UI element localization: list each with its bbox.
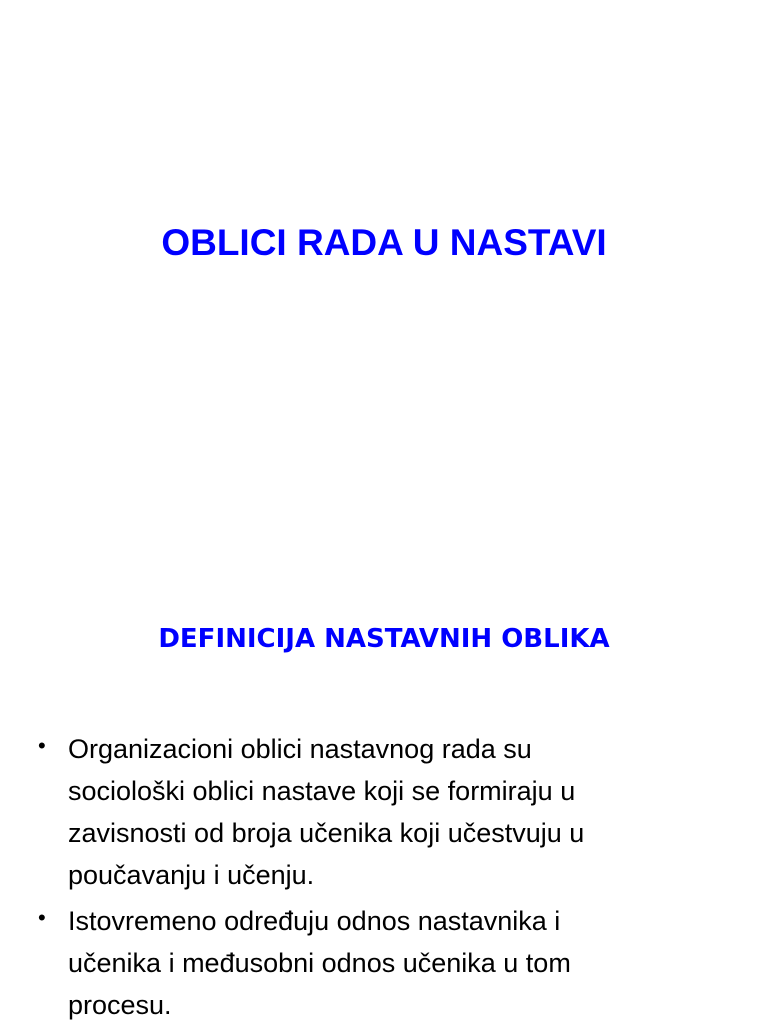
bullet-line: sociološki oblici nastave koji se formiraju u <box>68 776 576 806</box>
slide-definition <box>0 576 768 1024</box>
bullet-line: Organizacioni oblici nastavnog rada su <box>68 734 532 764</box>
bullet-line: učenika i međusobni odnos učenika u tom <box>68 948 571 978</box>
bullet-text <box>68 900 738 1026</box>
bullet-icon: • <box>38 733 46 758</box>
bullet-text <box>68 728 738 896</box>
list-item <box>38 728 738 896</box>
slide-title-heading: OBLICI RADA U NASTAVI <box>161 222 607 263</box>
slide-definition-heading: DEFINICIJA NASTAVNIH OBLIKA <box>158 624 610 654</box>
bullet-line: procesu. <box>68 990 172 1020</box>
bullet-line: poučavanju i učenju. <box>68 860 315 890</box>
bullet-line: zavisnosti od broja učenika koji učestvuju u <box>68 818 585 848</box>
list-item <box>38 900 738 1026</box>
bullet-line: Istovremeno određuju odnos nastavnika i <box>68 906 561 936</box>
bullet-list <box>38 728 738 1030</box>
bullet-icon: • <box>38 905 46 930</box>
